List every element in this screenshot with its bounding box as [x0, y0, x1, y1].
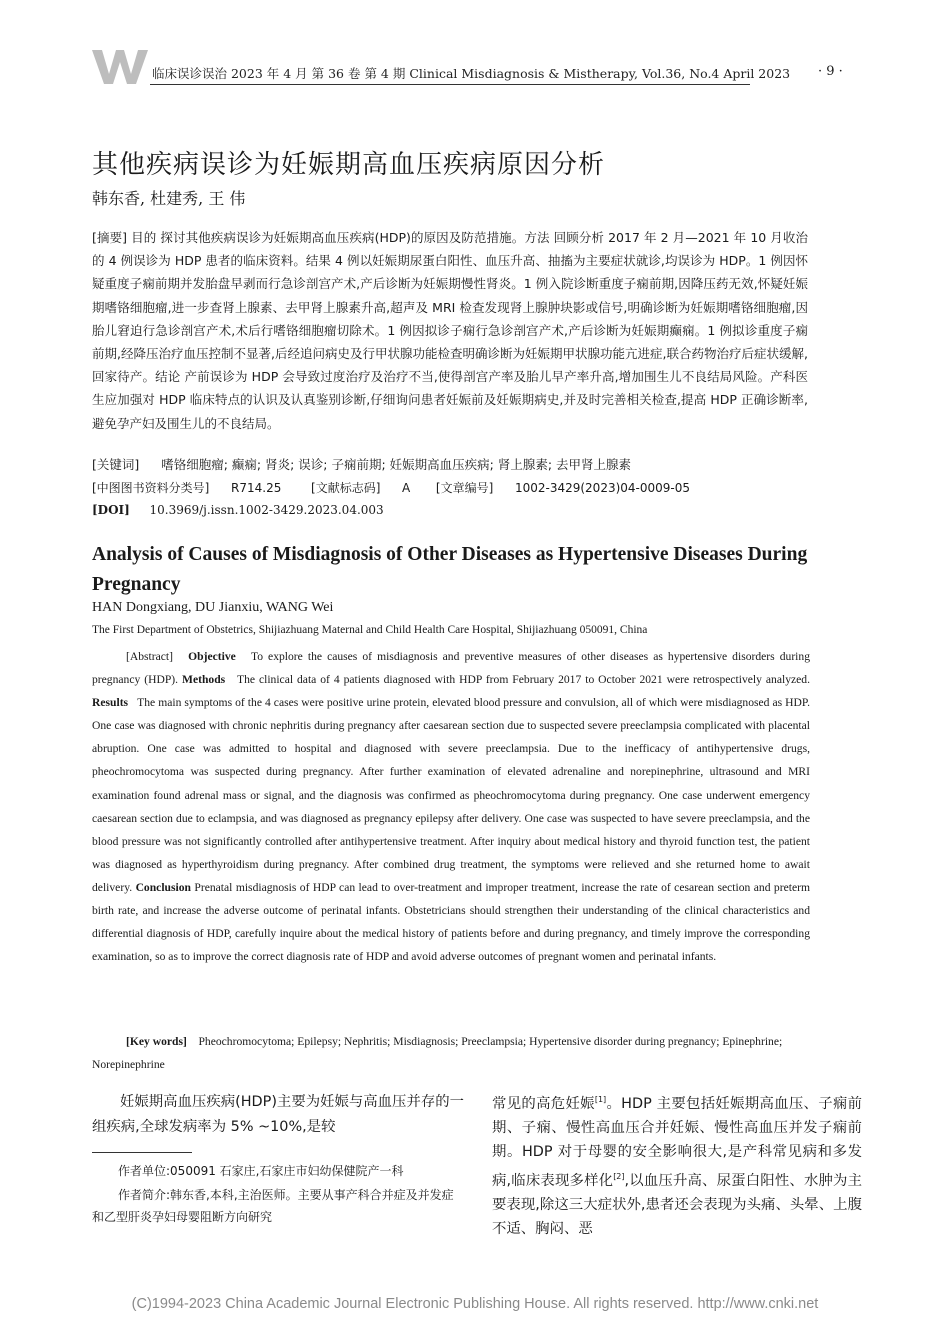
- article-title-en: Analysis of Causes of Misdiagnosis of Other Diseases as Hypertensive Diseases During Pregnancy: [92, 544, 808, 595]
- abstract-en: [92, 645, 810, 968]
- keywords-en-text: Pheochromocytoma; Epilepsy; Nephritis; Misdiagnosis; Preeclampsia; Hypertensive disorder during pregnancy; Epinephrine; Norepinephrine: [92, 1035, 783, 1072]
- results-label: Results: [92, 696, 129, 710]
- journal-logo: [92, 48, 148, 86]
- journal-header: 临床误诊误治 2023 年 4 月 第 36 卷 第 4 期 Clinical Misdiagnosis & Mistherapy, Vol.36, No.4 April 2023: [152, 66, 791, 81]
- body-left-column: 妊娠期高血压疾病(HDP)主要为妊娠与高血压并存的一组疾病,全球发病率为 5% ~10%,是较: [92, 1094, 465, 1135]
- doc-code-value: A: [402, 481, 411, 495]
- clc-value: R714.25: [231, 481, 282, 495]
- objective-label: Objective: [188, 650, 236, 663]
- article-no-value: 1002-3429(2023)04-0009-05: [514, 481, 691, 495]
- abstract-cn-text: 目的 探讨其他疾病误诊为妊娠期高血压疾病(HDP)的原因及防范措施。方法 回顾分析 2017 年 2 月—2021 年 10 月收治的 4 例误诊为 HDP 患者的临床资料。结果 4 例以妊娠期尿蛋白阳性、血压升高、抽搐为主要症状就诊,均误诊为 HDP。1 例因怀疑重度子痫前期并发胎盘早剥而行急诊剖宫产术,产后诊断为妊娠期慢性肾炎。1 例入院诊断重度子痫前期,因降压药无效,怀疑妊娠期嗜铬细胞瘤,进一步查肾上腺素、去甲肾上腺素升高,超声及 MRI 检查发现肾上腺肿块影或信号,明确诊断为妊娠期嗜铬细胞瘤,因胎儿窘迫行急诊剖宫产术,术后行嗜铬细胞瘤切除术。1 例因拟诊子痫行急诊剖宫产术,产后诊断为妊娠期癫痫。1 例拟诊重度子痫前期,经降压治疗血压控制不显著,后经追问病史及行甲状腺功能检查明确诊断为妊娠期甲状腺功能亢进症,联合药物治疗后症状缓解,回家待产。结论 产前误诊为 HDP 会导致过度治疗及治疗不当,使得剖宫产率及胎儿早产率升高,增加围生儿不良结局风险。产科医生应加强对 HDP 临床特点的认识及认真鉴别诊断,仔细询问患者妊娠前及妊娠期病史,并及时完善相关检查,提高 HDP 正确诊断率,避免孕产妇及围生儿的不良结局。: [92, 230, 808, 431]
- footnote-rule: [92, 1152, 192, 1153]
- conclusion-text: Prenatal misdiagnosis of HDP can lead to over-treatment and improper treatment, increase the rate of cesarean section and preterm birth rate, and increase the adverse outcome of perinatal infants. Obstetricians should strengthen their understanding of the clinical characteristics and differential diagnosis of HDP, carefully inquire about the medical history of patients before and during pregnancy, and timely improve the corresponding examination, so as to improve the correct diagnosis rate of HDP and avoid adverse outcomes of pregnant women and perinatal infants.: [92, 880, 810, 964]
- methods-text: The clinical data of 4 patients diagnosed with HDP from February 2017 to October 2021 were retrospectively analyzed.: [236, 673, 810, 687]
- results-text: The main symptoms of the 4 cases were positive urine protein, elevated blood pressure and convulsion, all of which were misdiagnosed as HDP. One case was diagnosed with chronic nephritis during pregnancy after caesarean section due to suspected severe preeclampsia complicated with placental abruption. One case was admitted to hospital and diagnosed with severe preeclampsia. Due to the inefficacy of antihypertensive drugs, pheochromocytoma was suspected during pregnancy. After further examination of elevated adrenaline and norepinephrine, ultrasound and MRI examination found adrenal mass or signal, and the diagnosis was confirmed as pheochromocytoma during pregnancy. One case underwent emergency caesarean section due to eclampsia, and was diagnosed as pregnancy epilepsy after delivery. One case was suspected to have severe preeclampsia, and the blood pressure was not significantly controlled after antihypertensive treatment. After inquiry about medical history and thyroid function test, the patient was diagnosed as hyperthyroidism during pregnancy. After combined drug treatment, the symptoms were relieved and she returned home to await delivery.: [92, 696, 810, 894]
- keywords-en-label: [Key words]: [126, 1035, 187, 1048]
- body-text-a: 常见的高危妊娠: [492, 1095, 595, 1112]
- doi-value: 10.3969/j.issn.1002-3429.2023.04.003: [149, 503, 384, 517]
- clc-label: [中图图书资料分类号]: [92, 481, 210, 495]
- methods-label: Methods: [182, 673, 226, 687]
- classification-line: [92, 479, 808, 496]
- doi-line: [92, 503, 808, 517]
- body-text-b: 。HDP 主要包括妊娠期高血压、子痫前期、子痫、慢性高血压合并妊娠、慢性高血压并发子痫前期。HDP 对于母婴的安全影响很大,是产科常见病和多发病,临床表现多样化: [492, 1095, 862, 1189]
- authors-en: HAN Dongxiang, DU Jianxiu, WANG Wei: [92, 600, 334, 615]
- abstract-cn-label: [摘要]: [92, 230, 128, 245]
- affiliation-en: The First Department of Obstetrics, Shijiazhuang Maternal and Child Health Care Hospital, Shijiazhuang 050091, China: [92, 624, 648, 636]
- keywords-cn: [92, 455, 808, 473]
- copyright-watermark: (C)1994-2023 China Academic Journal Electronic Publishing House. All rights reserved. http://www.cnki.net: [131, 1296, 819, 1312]
- doi-label: [DOI]: [92, 503, 130, 517]
- body-right-column: [492, 1088, 862, 1241]
- abstract-cn: [92, 226, 808, 435]
- objective-text: To explore the causes of misdiagnosis and preventive measures of other diseases as hypertensive disorders during pregnancy (HDP).: [92, 650, 810, 687]
- conclusion-label: Conclusion: [135, 880, 191, 894]
- authors-cn: 韩东香, 杜建秀, 王 伟: [92, 189, 246, 208]
- body-text-c: ,以血压升高、尿蛋白阳性、水肿为主要表现,除这三大症状外,患者还会表现为头痛、头晕、上腹不适、胸闷、恶: [492, 1172, 862, 1238]
- ref-2[interactable]: [2]: [613, 1171, 625, 1181]
- footnote-unit: 作者单位:050091 石家庄,石家庄市妇幼保健院产一科: [118, 1164, 404, 1178]
- ref-1[interactable]: [1]: [594, 1095, 607, 1104]
- page-number: · 9 ·: [818, 64, 843, 79]
- header-rule: [150, 84, 750, 85]
- article-no-label: [文章编号]: [435, 481, 494, 495]
- abstract-en-label: [Abstract]: [126, 650, 173, 663]
- article-title-cn: 其他疾病误诊为妊娠期高血压疾病原因分析: [92, 150, 606, 180]
- footnote-bio: 作者简介:韩东香,本科,主治医师。主要从事产科合并症及并发症和乙型肝炎孕妇母婴阻断方向研究: [92, 1188, 454, 1224]
- doc-code-label: [文献标志码]: [311, 481, 381, 495]
- keywords-cn-label: [关键词]: [92, 457, 140, 472]
- keywords-cn-text: 嗜铬细胞瘤; 癫痫; 肾炎; 误诊; 子痫前期; 妊娠期高血压疾病; 肾上腺素; 去甲肾上腺素: [161, 457, 632, 472]
- keywords-en: [92, 1030, 810, 1076]
